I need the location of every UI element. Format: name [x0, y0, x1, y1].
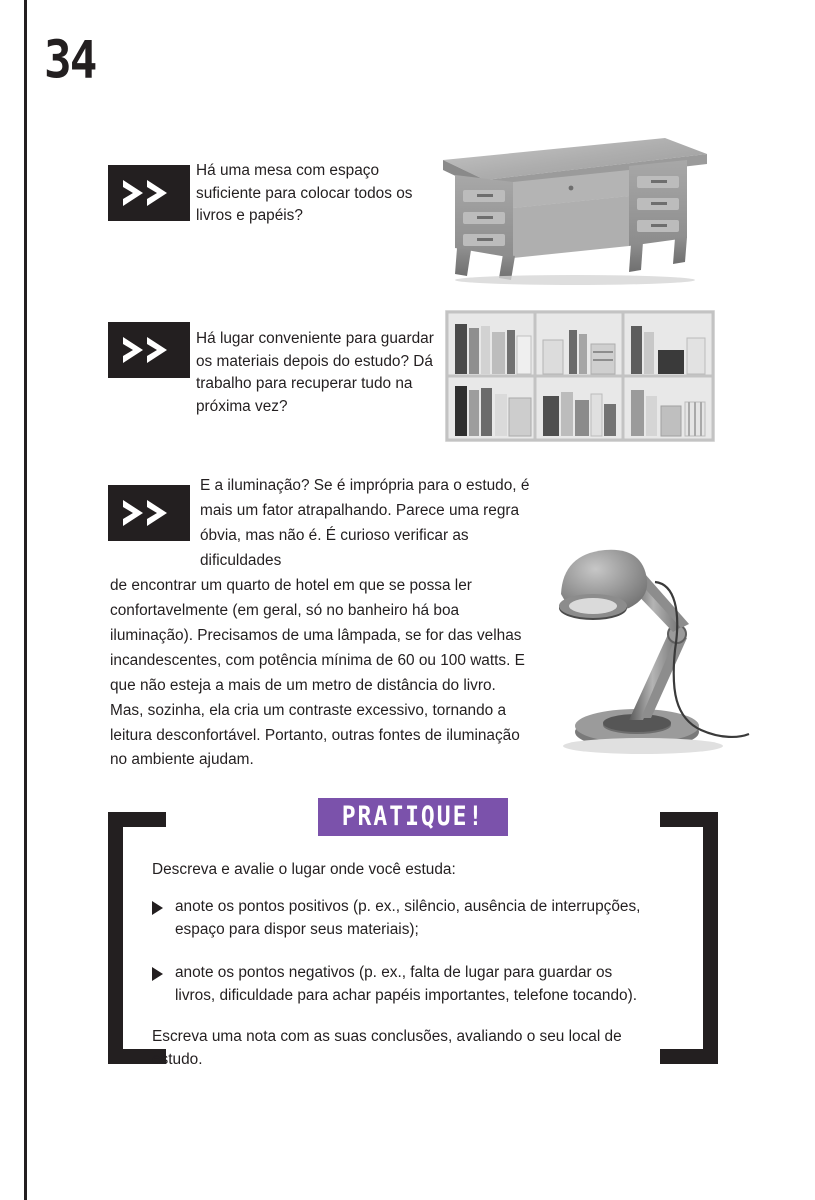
desk-lamp-photo [525, 520, 755, 765]
practice-banner-label: PRATIQUE! [341, 802, 485, 832]
double-chevron-right-icon [108, 322, 190, 378]
practice-banner [318, 798, 508, 836]
practice-item-2-text: anote os pontos negativos (p. ex., falta de lugar para guardar os livros, dificuldade para achar papéis importantes, telefone tocando). [175, 964, 637, 1004]
question-2-text: Há lugar conveniente para guardar os materiais depois do estudo? Dá trabalho para recuperar tudo na próxima vez? [196, 330, 434, 415]
practice-intro-text: Descreva e avalie o lugar onde você estuda: [152, 861, 456, 878]
double-chevron-right-icon [108, 165, 190, 221]
shelf-with-binders-photo [445, 310, 715, 442]
practice-list-item [152, 896, 652, 942]
practice-list-item [152, 962, 652, 1008]
practice-outro-text: Escreva uma nota com as suas conclusões, avaliando o seu local de estudo. [152, 1028, 622, 1069]
left-margin-rule [24, 0, 27, 1200]
lighting-paragraph-lead: E a iluminação? Se é imprópria para o estudo, é mais um fator atrapalhando. Parece uma regra óbvia, mas não é. É curioso verificar as dificuldades [200, 477, 530, 569]
practice-item-1-text: anote os pontos positivos (p. ex., silêncio, ausência de interrupções, espaço para dispor seus materiais); [175, 898, 641, 938]
triangle-bullet-icon [152, 967, 163, 981]
office-desk-photo [425, 120, 715, 285]
page-number-value: 34 [44, 29, 96, 90]
lighting-paragraph-rest: de encontrar um quarto de hotel em que se possa ler confortavelmente (em geral, só no banheiro há boa iluminação). Precisamos de uma lâmpada, se for das velhas incandescentes, com potência mínima de 60 ou 100 watts. E que não esteja a mais de um metro de distância do livro. Mas, sozinha, ela cria um contraste excessivo, tornando a leitura desconfortável. Portanto, outras fontes de iluminação no ambiente ajudam. [110, 576, 525, 769]
lighting-paragraph [110, 474, 530, 773]
question-1-text: Há uma mesa com espaço suficiente para colocar todos os livros e papéis? [196, 162, 413, 225]
page-number [44, 29, 96, 90]
triangle-bullet-icon [152, 901, 163, 915]
